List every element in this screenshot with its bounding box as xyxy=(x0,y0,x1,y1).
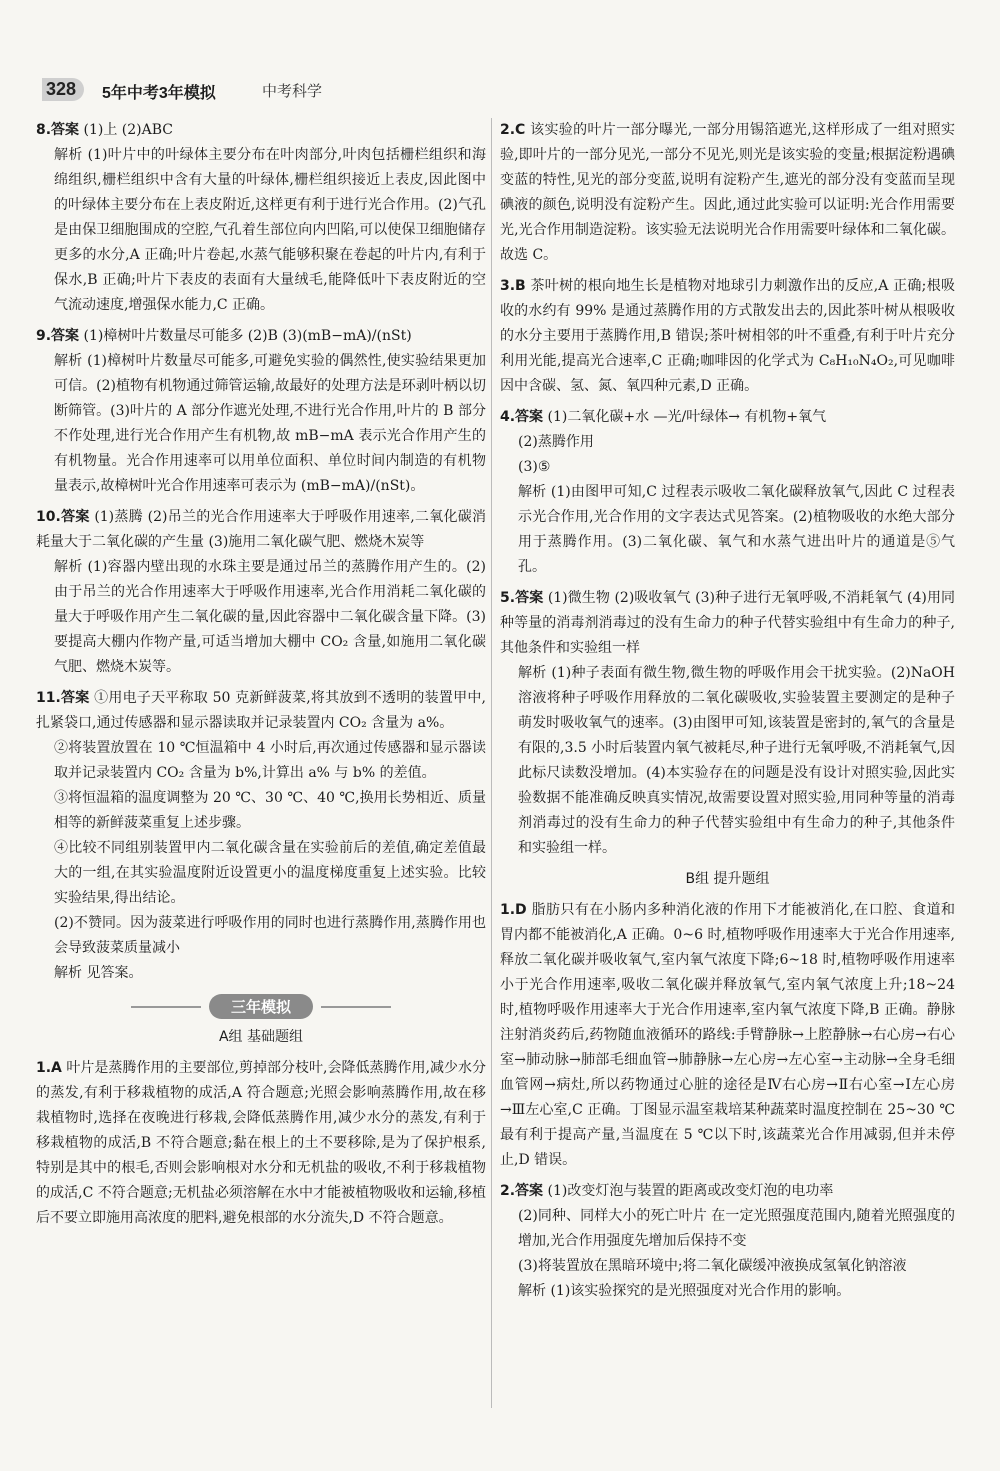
answer-number: 1.A xyxy=(36,1060,62,1076)
answer-paragraph: 解析 (1)由图甲可知,C 过程表示吸收二氧化碳释放氧气,因此 C 过程表示光合作用,光合作用的文字表达式见答案。(2)植物吸收的水绝大部分用于蒸腾作用。(3)二氧化碳、氧气和水蒸气进出叶片的通道是⑤气孔。 xyxy=(518,484,955,575)
answer-text: (1)二氧化碳+水 —光/叶绿体→ 有机物+氧气 xyxy=(547,409,827,425)
answer-item xyxy=(500,274,955,399)
answer-paragraph: (2)同种、同样大小的死亡叶片 在一定光照强度范围内,随着光照强度的增加,光合作用强度先增加后保持不变 xyxy=(518,1208,955,1249)
answer-item xyxy=(500,405,955,580)
answer-text: ①用电子天平称取 50 克新鲜菠菜,将其放到不透明的装置甲中,扎紧袋口,通过传感器和显示器读取并记录装置内 CO₂ 含量为 a%。 xyxy=(36,690,486,731)
subject-title: 中考科学 xyxy=(262,82,323,100)
answer-item xyxy=(36,686,486,986)
answer-paragraph: 解析 (1)叶片中的叶绿体主要分布在叶肉部分,叶肉包括栅栏组织和海绵组织,栅栏组织中含有大量的叶绿体,栅栏组织接近上表皮,因此图中的叶绿体主要分布在上表皮附近,这样更有利于进行光合作用。(2)气孔是由保卫细胞围成的空腔,气孔着生部位向内凹陷,可以使保卫细胞储存更多的水分,A 正确;叶片卷起,水蒸气能够积聚在卷起的叶片内,有利于保水,B 正确;叶片下表皮的表面有大量绒毛,能降低叶下表皮附近的空气流动速度,增强保水能力,C 正确。 xyxy=(54,147,486,313)
right-column xyxy=(500,118,955,1310)
answer-number: 2.C xyxy=(500,122,526,138)
answer-number: 2.答案 xyxy=(500,1183,544,1199)
answer-paragraph: 解析 (1)种子表面有微生物,微生物的呼吸作用会干扰实验。(2)NaOH 溶液将种子呼吸作用释放的二氧化碳吸收,实验装置主要测定的是种子萌发时吸收氧气的速率。(3)由图甲可知,该装置是密封的,氧气的含量是有限的,3.5 小时后装置内氧气被耗尽,种子进行无氧呼吸,不消耗氧气,因此标尺读数没增加。(4)本实验存在的问题是没有设计对照实验,因此实验数据不能准确反映真实情况,故需要设置对照实验,用同种等量的消毒剂消毒过的没有生命力的种子代替实验组中有生命力的种子,其他条件和实验组一样。 xyxy=(518,665,955,856)
answer-paragraph: (3)将装置放在黑暗环境中;将二氧化碳缓冲液换成氢氧化钠溶液 xyxy=(518,1258,907,1274)
answer-text: 茶叶树的根向地生长是植物对地球引力刺激作出的反应,A 正确;根吸收的水约有 99% 是通过蒸腾作用的方式散发出去的,因此茶叶树从根吸收的水分主要用于蒸腾作用,B 错误;茶叶树相邻的叶不重叠,有利于叶片充分利用光能,提高光合速率,C 正确;咖啡因的化学式为 C₈H₁₀N₄O₂,可见咖啡因中含碳、氢、氮、氧四种元素,D 正确。 xyxy=(500,278,956,394)
answer-paragraph: ③将恒温箱的温度调整为 20 ℃、30 ℃、40 ℃,换用长势相近、质量相等的新鲜菠菜重复上述步骤。 xyxy=(54,790,486,831)
answer-number: 1.D xyxy=(500,902,527,918)
answer-item xyxy=(36,505,486,680)
answer-text: 该实验的叶片一部分曝光,一部分用锡箔遮光,这样形成了一组对照实验,即叶片的一部分见光,一部分不见光,则光是该实验的变量;根据淀粉遇碘变蓝的特性,见光的部分变蓝,说明有淀粉产生,遮光的部分没有变蓝而呈现碘液的颜色,说明没有淀粉产生。因此,通过此实验可以证明:光合作用需要光,光合作用制造淀粉。该实验无法说明光合作用需要叶绿体和二氧化碳。故选 C。 xyxy=(500,122,956,263)
answer-item xyxy=(500,1179,955,1304)
answer-item xyxy=(36,324,486,499)
answer-item xyxy=(500,586,955,861)
answer-paragraph: ④比较不同组别装置甲内二氧化碳含量在实验前后的差值,确定差值最大的一组,在其实验温度附近设置更小的温度梯度重复上述实验。比较实验结果,得出结论。 xyxy=(54,840,486,906)
page-header xyxy=(42,78,502,106)
answer-paragraph: ②将装置放置在 10 ℃恒温箱中 4 小时后,再次通过传感器和显示器读取并记录装置内 CO₂ 含量为 b%,计算出 a% 与 b% 的差值。 xyxy=(54,740,486,781)
answer-text: (1)微生物 (2)吸收氧气 (3)种子进行无氧呼吸,不消耗氧气 (4)用同种等量的消毒剂消毒过的没有生命力的种子代替实验组中有生命力的种子,其他条件和实验组一样 xyxy=(500,590,956,656)
book-title: 5年中考3年模拟 xyxy=(102,85,216,102)
answer-paragraph: 解析 (1)樟树叶片数量尽可能多,可避免实验的偶然性,使实验结果更加可信。(2)植物有机物通过筛管运输,故最好的处理方法是环剥叶柄以切断筛管。(3)叶片的 A 部分作遮光处理,不进行光合作用,叶片的 B 部分不作处理,进行光合作用产生有机物,故 mB−mA 表示光合作用产生的有机物量。光合作用速率可以用单位面积、单位时间内制造的有机物量表示,故樟树叶光合作用速率可表示为 (mB−mA)/(nSt)。 xyxy=(54,353,486,494)
answer-text: 叶片是蒸腾作用的主要部位,剪掉部分枝叶,会降低蒸腾作用,减少水分的蒸发,有利于移栽植物的成活,A 符合题意;光照会影响蒸腾作用,故在移栽植物时,选择在夜晚进行移栽,会降低蒸腾作用,减少水分的蒸发,有利于移栽植物的成活,B 不符合题意;黏在根上的土不要移除,是为了保护根系,特别是其中的根毛,否则会影响根对水分和无机盐的吸收,不利于移栽植物的成活,C 不符合题意;无机盐必须溶解在水中才能被植物吸收和运输,移植后不要立即施用高浓度的肥料,避免根部的水分流失,D 不符合题意。 xyxy=(36,1060,486,1226)
answer-number: 4.答案 xyxy=(500,409,544,425)
group-a-title: A组 基础题组 xyxy=(218,1029,304,1045)
answer-item xyxy=(500,118,955,268)
answer-number: 10.答案 xyxy=(36,509,90,525)
answer-number: 3.B xyxy=(500,278,526,294)
section-banner xyxy=(36,994,486,1019)
answer-number: 9.答案 xyxy=(36,328,80,344)
banner-label: 三年模拟 xyxy=(209,994,313,1019)
answer-paragraph: 解析 (1)该实验探究的是光照强度对光合作用的影响。 xyxy=(518,1283,851,1299)
answer-number: 11.答案 xyxy=(36,690,90,706)
answer-paragraph: (3)⑤ xyxy=(518,459,551,475)
answer-number: 5.答案 xyxy=(500,590,544,606)
answer-text: (1)樟树叶片数量尽可能多 (2)B (3)(mB−mA)/(nSt) xyxy=(83,328,412,344)
answer-text: (1)上 (2)ABC xyxy=(83,122,173,138)
answer-paragraph: 解析 (1)容器内壁出现的水珠主要是通过吊兰的蒸腾作用产生的。(2)由于吊兰的光合作用速率大于呼吸作用速率,光合作用消耗二氧化碳的量大于呼吸作用产生二氧化碳的量,因此容器中二氧化碳含量下降。(3)要提高大棚内作物产量,可适当增加大棚中 CO₂ 含量,如施用二氧化碳气肥、燃烧木炭等。 xyxy=(54,559,486,675)
group-b-title: B组 提升题组 xyxy=(685,871,770,887)
left-column xyxy=(36,118,486,1237)
answer-number: 8.答案 xyxy=(36,122,80,138)
answer-paragraph: 解析 见答案。 xyxy=(54,965,143,981)
answer-text: (1)蒸腾 (2)吊兰的光合作用速率大于呼吸作用速率,二氧化碳消耗量大于二氧化碳的产生量 (3)施用二氧化碳气肥、燃烧木炭等 xyxy=(36,509,486,550)
page-number: 328 xyxy=(42,78,84,101)
answer-item xyxy=(500,898,955,1173)
answer-text: 脂肪只有在小肠内多种消化液的作用下才能被消化,在口腔、食道和胃内都不能被消化,A 正确。0~6 时,植物呼吸作用速率大于光合作用速率,释放二氧化碳并吸收氧气,室内氧气浓度下降;6~18 时,植物呼吸作用速率小于光合作用速率,吸收二氧化碳并释放氧气,室内氧气浓度上升;18~24 时,植物呼吸作用速率大于光合作用速率,室内氧气浓度下降,B 正确。静脉注射消炎药后,药物随血液循环的路线:手臂静脉→上腔静脉→右心房→右心室→肺动脉→肺部毛细血管→肺静脉→左心房→左心室→主动脉→全身毛细血管网→病灶,所以药物通过心脏的途径是Ⅳ右心房→Ⅱ右心室→Ⅰ左心房→Ⅲ左心室,C 正确。丁图显示温室栽培某种蔬菜时温度控制在 25~30 ℃最有利于提高产量,当温度在 5 ℃以下时,该蔬菜光合作用减弱,但并未停止,D 错误。 xyxy=(500,902,956,1168)
answer-text: (1)改变灯泡与装置的距离或改变灯泡的电功率 xyxy=(547,1183,834,1199)
answer-paragraph: (2)蒸腾作用 xyxy=(518,434,594,450)
answer-paragraph: (2)不赞同。因为菠菜进行呼吸作用的同时也进行蒸腾作用,蒸腾作用也会导致菠菜质量减小 xyxy=(54,915,486,956)
column-divider xyxy=(491,118,492,1408)
answer-item xyxy=(36,1056,486,1231)
answer-item xyxy=(36,118,486,318)
